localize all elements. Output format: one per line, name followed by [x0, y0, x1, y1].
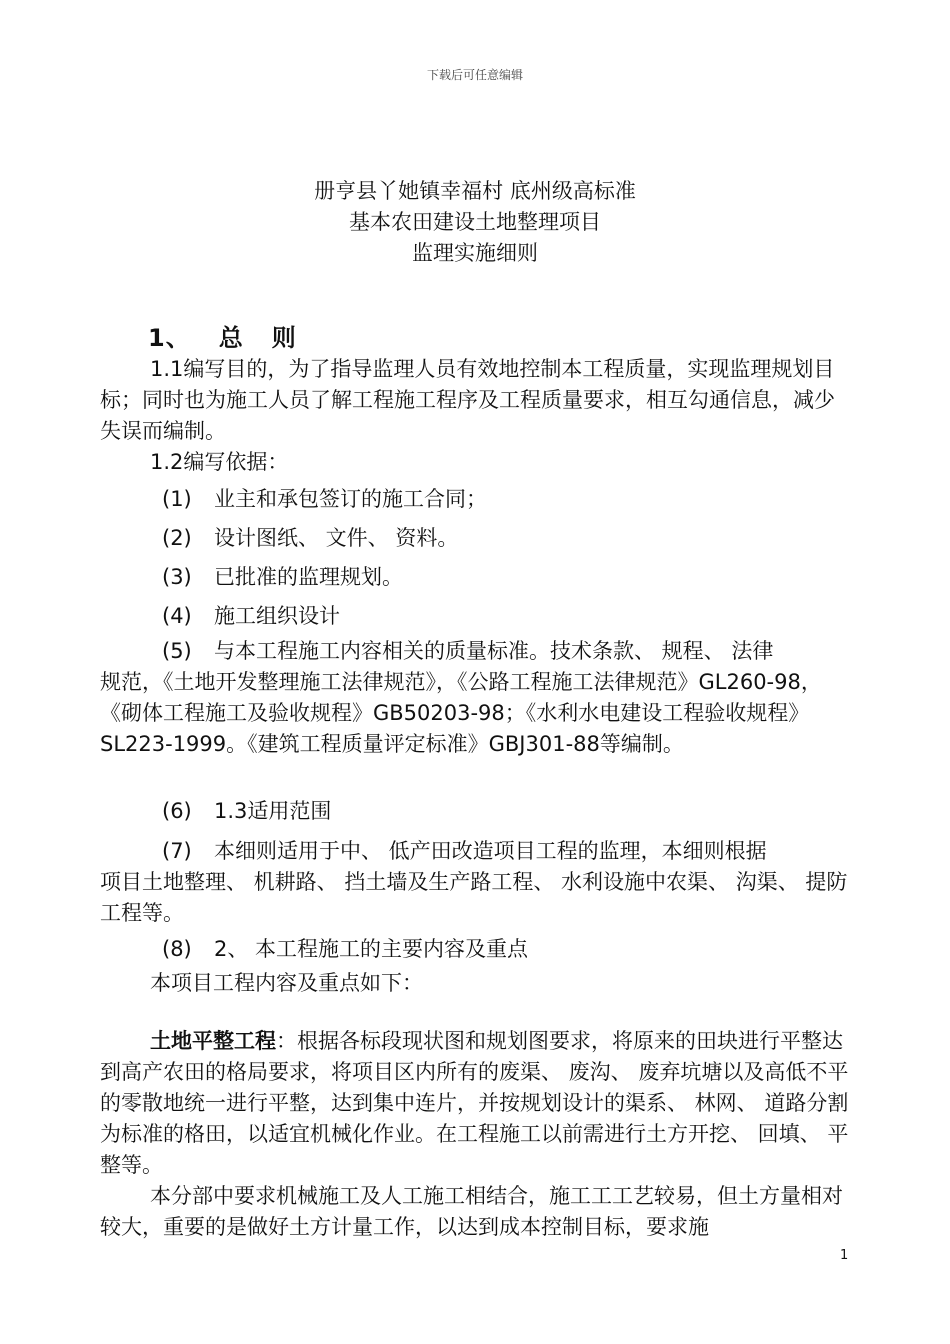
- section-word-1: 总: [218, 324, 244, 352]
- list-item-7-block: [100, 836, 852, 929]
- list-item: (5) 与本工程施工内容相关的质量标准。技术条款、 规程、 法律 规范，《土地开发整理施工法律规范》，《公路工程施工法律规范》GL260-98，《砌体工程施工及验收规程》GB50203-98；《水利水电建设工程验收规程》SL223-1999。《建筑工程质量评定标准》GBJ301-88等编制。: [100, 639, 822, 756]
- section-heading-general: [148, 318, 297, 353]
- list-item: (2) 设计图纸、 文件、 资料。: [162, 526, 459, 550]
- title-line-3: 监理实施细则: [412, 241, 538, 265]
- section-number: 1、: [148, 324, 191, 352]
- list-item: (1) 业主和承包签订的施工合同；: [162, 487, 487, 511]
- list-item: (8) 2、 本工程施工的主要内容及重点: [162, 937, 529, 961]
- list-item-6-block: [100, 796, 852, 827]
- body-section-1: [100, 354, 852, 478]
- paragraph-construction: 本分部中要求机械施工及人工施工相结合，施工工工艺较易，但土方量相对较大，重要的是做好土方计量工作，以达到成本控制目标，要求施: [100, 1184, 843, 1239]
- list-item: (6) 1.3适用范围: [162, 799, 332, 823]
- header-note: 下载后可任意编辑: [426, 68, 523, 82]
- list-item-8-block: [100, 934, 852, 965]
- list-item: (4) 施工组织设计: [162, 604, 340, 628]
- paragraph-land-leveling: [100, 1026, 852, 1181]
- land-leveling-block: [100, 1026, 852, 1181]
- land-leveling-lead: 土地平整工程: [150, 1029, 276, 1053]
- title-line-1: 册亨县丫她镇幸福村 底州级高标准: [314, 179, 636, 203]
- last-paragraph-block: [100, 1181, 852, 1243]
- list-item-5-block: [100, 636, 852, 760]
- list-item: (3) 已批准的监理规划。: [162, 565, 403, 589]
- list-item: (7) 本细则适用于中、 低产田改造项目工程的监理，本细则根据 项目土地整理、 机耕路、 挡土墙及生产路工程、 水利设施中农渠、 沟渠、 提防工程等。: [100, 839, 848, 925]
- paragraph-intro: 本项目工程内容及重点如下：: [150, 971, 423, 995]
- page-number: 1: [840, 1248, 849, 1263]
- paragraph-basis: 1.2编写依据：: [150, 450, 289, 474]
- document-title: [0, 176, 950, 269]
- title-line-2: 基本农田建设土地整理项目: [349, 210, 601, 234]
- basis-list: [100, 480, 852, 636]
- land-leveling-text: ：根据各标段现状图和规划图要求，将原来的田块进行平整达到高产农田的格局要求，将项目区内所有的废渠、 废沟、 废弃坑塘以及高低不平的零散地统一进行平整，达到集中连片，并按规划设计的渠系、 林网、 道路分割为标准的格田，以适宜机械化作业。在工程施工以前需进行土方开挖、 回填、 平整等。: [100, 1029, 849, 1177]
- intro-block: [100, 968, 852, 999]
- paragraph-purpose: 1.1编写目的，为了指导监理人员有效地控制本工程质量，实现监理规划目标；同时也为施工人员了解工程施工程序及工程质量要求，相互勾通信息，减少失误而编制。: [100, 357, 835, 443]
- section-word-2: 则: [271, 324, 297, 352]
